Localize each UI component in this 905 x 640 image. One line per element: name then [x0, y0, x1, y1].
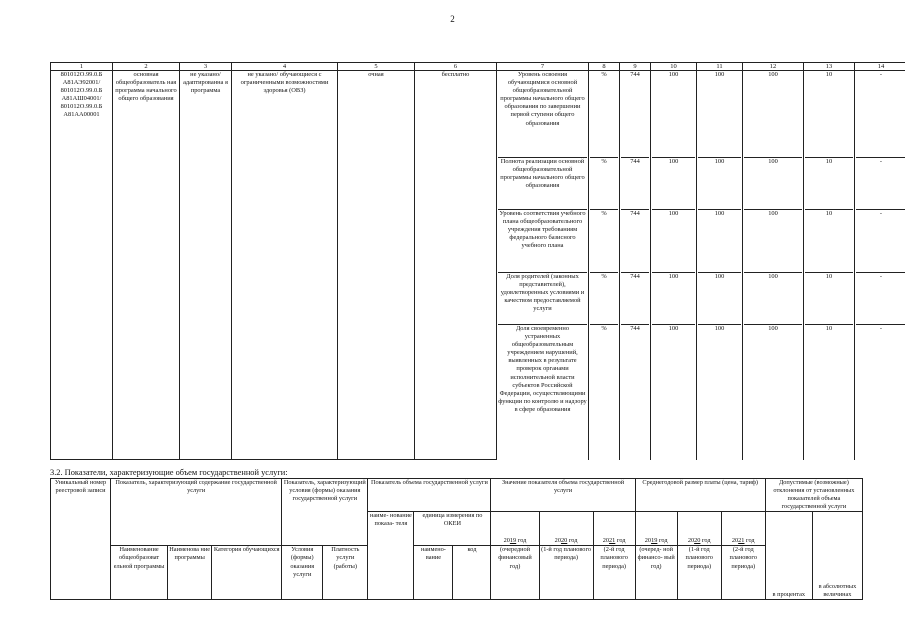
- year1-value: 100: [652, 210, 695, 273]
- deviation-percent: 10: [805, 71, 853, 158]
- year-suffix: год: [517, 537, 527, 545]
- year-2020-header: [539, 512, 593, 546]
- unit-value: %: [590, 273, 618, 325]
- deviation-percent: 10: [805, 273, 853, 325]
- header-cell: 11: [697, 63, 743, 71]
- program-name-subheader: Наименова ние программы: [168, 546, 212, 600]
- year-prefix: 20: [602, 537, 610, 545]
- unit-code-subheader: код: [453, 546, 491, 600]
- year1-column: [651, 71, 697, 460]
- period3-label: (2-й год планового периода): [593, 546, 635, 600]
- period1-label: (очередной финансовый год): [491, 546, 539, 600]
- unit-value: %: [601, 325, 607, 332]
- table-row: [51, 71, 905, 460]
- year1-value: 100: [668, 325, 679, 332]
- year-suffix: год: [746, 537, 755, 545]
- fee-year-2021-header: [721, 512, 765, 546]
- program-subheader: Наименование общеобразоват ельной программы: [111, 546, 168, 600]
- deviation-percent: 10: [825, 325, 833, 332]
- header-cell: 9: [620, 63, 651, 71]
- deviation-absolute: -: [856, 273, 905, 325]
- payment-subheader: Платность услуги (работы): [323, 546, 368, 600]
- unit-okei-header: единица измерения по ОКЕИ: [414, 512, 491, 546]
- unit-column: [589, 71, 620, 460]
- year-value: 19: [651, 537, 658, 545]
- year2-value: 100: [698, 210, 741, 273]
- fee-period2-label: (1-й год планового периода): [677, 546, 721, 600]
- header-cell: 3: [180, 63, 232, 71]
- table1-header-row: [51, 63, 905, 71]
- table2-header-row: [51, 479, 863, 512]
- fee-year-2020-header: [677, 512, 721, 546]
- category-subheader: Категория обучающихся: [212, 546, 282, 600]
- year-prefix: 20: [503, 537, 510, 545]
- year1-value: 100: [652, 158, 695, 210]
- conditions-indicator-spacer: [282, 512, 368, 546]
- year2-value: 100: [698, 273, 741, 325]
- form-cell: очная: [338, 71, 415, 460]
- year3-value: 100: [744, 210, 802, 273]
- year-prefix: 20: [687, 537, 695, 545]
- okei-code: 744: [630, 325, 640, 332]
- deviations-header: Допустимые (возможные) отклонения от установленных показателей объема государственной услуги: [765, 479, 862, 512]
- header-cell: 14: [855, 63, 905, 71]
- section-title: 3.2. Показатели, характеризующие объем государственной услуги:: [50, 468, 288, 477]
- indicator-name-column: [497, 71, 589, 460]
- header-cell: 8: [589, 63, 620, 71]
- okei-code: 744: [621, 158, 649, 210]
- program-cell: основная общеобразователь ная программа начального общего образования: [113, 71, 180, 460]
- year3-value: 100: [744, 158, 802, 210]
- unit-value: %: [590, 158, 618, 210]
- year-2021-header: [593, 512, 635, 546]
- deviation-absolute-column: [855, 71, 905, 460]
- volume-indicator-header: Показатель объема государственной услуги: [368, 479, 491, 512]
- volume-indicators-table: [50, 478, 863, 600]
- indicator-name: Доля своевременно устраненных общеобразовательным учреждением нарушений, выявленных в результате проверок органами исполнительной власти субъектов Российской Федерации, осуществляющими функции по контролю и надзору в сфере образования: [498, 325, 587, 413]
- year-value: 20: [560, 537, 568, 545]
- quality-indicators-table: [50, 62, 905, 460]
- unit-value: %: [590, 71, 618, 158]
- deviation-absolute-header: в абсолютных величинах: [812, 512, 862, 600]
- year-suffix: год: [616, 537, 626, 545]
- period2-label: (1-й год планового периода): [539, 546, 593, 600]
- okei-code-column: [620, 71, 651, 460]
- conditions-subheader: Условия (формы) оказания услуги: [282, 546, 323, 600]
- fee-period1-label: (очеред- ной финансо- вый год): [635, 546, 677, 600]
- header-cell: 7: [497, 63, 589, 71]
- year3-value: 100: [744, 273, 802, 325]
- avg-fee-header: Среднегодовой размер платы (цена, тариф): [635, 479, 765, 512]
- year3-value: 100: [768, 325, 778, 332]
- year-suffix: год: [568, 537, 578, 545]
- fee-year-2019-header: [635, 512, 677, 546]
- conditions-indicator-header: Показатель, характеризующий условия (формы) оказания государственной услуги: [282, 479, 368, 512]
- year-suffix: год: [701, 537, 711, 545]
- deviation-percent: 10: [805, 158, 853, 210]
- header-cell: 12: [743, 63, 804, 71]
- header-cell: 5: [338, 63, 415, 71]
- deviation-percent-column: [804, 71, 855, 460]
- content-indicator-header: Показатель, характеризующий содержание государственной услуги: [111, 479, 282, 512]
- year-2019-header: [491, 512, 539, 546]
- year3-column: [743, 71, 804, 460]
- indicator-name: Уровень освоения обучающимися основной общеобразовательной программы начального общего образования по завершении первой ступени общего образования: [498, 71, 587, 158]
- year-suffix: год: [658, 537, 668, 545]
- registry-number-cell: 801012О.99.0.Б А81АЭ92001/ 801012О.99.0.Б А81АШ04001/ 801012О.99.0.Б А81АА00001: [51, 71, 113, 460]
- year2-value: 100: [698, 158, 741, 210]
- year-value: 21: [609, 537, 616, 545]
- okei-code: 744: [621, 210, 649, 273]
- student-category-cell: не указано/ обучающиеся с ограниченными возможностями здоровья (ОВЗ): [232, 71, 338, 460]
- page-number: 2: [450, 14, 455, 24]
- header-cell: 2: [113, 63, 180, 71]
- okei-code: 744: [621, 273, 649, 325]
- year1-value: 100: [652, 273, 695, 325]
- unique-number-header: Уникальный номер реестровой записи: [51, 479, 111, 600]
- year-value: 20: [694, 537, 701, 545]
- table2-header-row: [51, 546, 863, 600]
- program-type-cell: не указано/ адаптированна я программа: [180, 71, 232, 460]
- deviation-absolute: -: [856, 71, 905, 158]
- header-cell: 6: [415, 63, 497, 71]
- year2-column: [697, 71, 743, 460]
- payment-cell: бесплатно: [415, 71, 497, 460]
- table2-header-row: [51, 512, 863, 546]
- year-prefix: 20: [731, 537, 739, 545]
- year3-value: 100: [744, 71, 802, 158]
- indicator-name: Уровень соответствия учебного плана общеобразовательного учреждения требованиям федерального базисного учебного плана: [498, 210, 587, 273]
- deviation-absolute: -: [856, 210, 905, 273]
- indicator-name-header: наиме- нование показа- теля: [368, 512, 414, 600]
- year-value: 21: [738, 537, 745, 545]
- year-prefix: 20: [554, 537, 561, 545]
- header-cell: 10: [651, 63, 697, 71]
- year-prefix: 20: [644, 537, 652, 545]
- header-cell: 1: [51, 63, 113, 71]
- year-value: 19: [509, 537, 517, 545]
- content-indicator-spacer: [111, 512, 282, 546]
- fee-period3-label: (2-й год планового периода): [721, 546, 765, 600]
- header-cell: 4: [232, 63, 338, 71]
- year1-value: 100: [652, 71, 695, 158]
- header-cell: 13: [804, 63, 855, 71]
- year2-value: 100: [714, 325, 725, 332]
- year2-value: 100: [698, 71, 741, 158]
- volume-values-header: Значение показателя объема государственной услуги: [491, 479, 635, 512]
- deviation-percent-header: в процентах: [765, 512, 812, 600]
- okei-code: 744: [621, 71, 649, 158]
- unit-name-subheader: наимено- вание: [414, 546, 453, 600]
- indicator-name: Полнота реализации основной общеобразовательной программы начального общего образования: [498, 158, 587, 210]
- indicator-name: Доля родителей (законных представителей), удовлетворенных условиями и качеством предоставляемой услуги: [498, 273, 587, 325]
- deviation-absolute: -: [856, 158, 905, 210]
- deviation-percent: 10: [805, 210, 853, 273]
- unit-value: %: [590, 210, 618, 273]
- deviation-absolute: -: [879, 325, 883, 332]
